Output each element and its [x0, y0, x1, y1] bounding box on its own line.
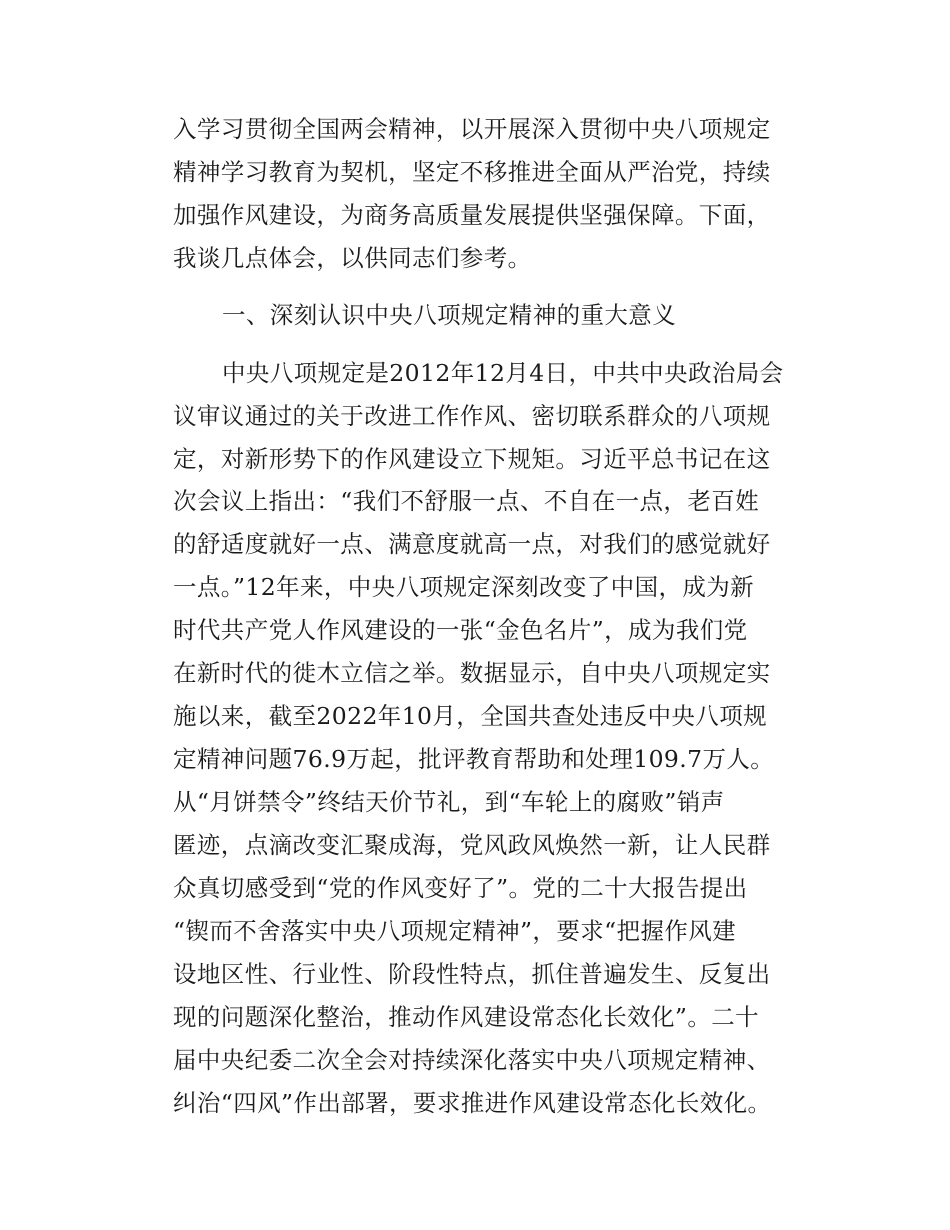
text-line: 中央八项规定是2012年12月4日，中共中央政治局会: [222, 359, 784, 387]
text-line: 定，对新形势下的作风建设立下规矩。习近平总书记在这: [173, 445, 771, 473]
text-line: 加强作风建设，为商务高质量发展提供坚强保障。下面，: [173, 201, 771, 229]
text-line: 现的问题深化整治，推动作风建设常态化长效化”。二十: [173, 1003, 760, 1031]
text-line: 次会议上指出：“我们不舒服一点、不自在一点，老百姓: [173, 487, 760, 515]
text-line: 设地区性、行业性、阶段性特点，抓住普遍发生、反复出: [173, 960, 771, 988]
text-line: 精神学习教育为契机，坚定不移推进全面从严治党，持续: [173, 158, 771, 186]
text-line: 从“月饼禁令”终结天价节礼，到“车轮上的腐败”销声: [173, 788, 725, 816]
text-line: 时代共产党人作风建设的一张“金色名片”，成为我们党: [173, 616, 748, 644]
text-line: 纠治“四风”作出部署，要求推进作风建设常态化长效化。: [173, 1089, 772, 1117]
text-line: “锲而不舍落实中央八项规定精神”，要求“把握作风建: [173, 917, 737, 945]
text-line: 我谈几点体会，以供同志们参考。: [173, 244, 532, 272]
text-line: 的舒适度就好一点、满意度就高一点，对我们的感觉就好: [173, 530, 771, 558]
text-line: 一点。”12年来，中央八项规定深刻改变了中国，成为新: [173, 573, 755, 601]
text-line: 届中央纪委二次全会对持续深化落实中央八项规定精神、: [173, 1046, 771, 1074]
text-line: 入学习贯彻全国两会精神，以开展深入贯彻中央八项规定: [173, 115, 771, 143]
text-line: 匿迹，点滴改变汇聚成海，党风政风焕然一新，让人民群: [173, 831, 771, 859]
section-heading: 一、深刻认识中央八项规定精神的重大意义: [222, 301, 677, 329]
text-line: 施以来，截至2022年10月，全国共查处违反中央八项规: [173, 702, 768, 730]
text-line: 议审议通过的关于改进工作作风、密切联系群众的八项规: [173, 402, 771, 430]
text-line: 众真切感受到“党的作风变好了”。党的二十大报告提出: [173, 874, 748, 902]
text-line: 定精神问题76.9万起，批评教育帮助和处理109.7万人。: [173, 745, 775, 773]
text-line: 在新时代的徙木立信之举。数据显示，自中央八项规定实: [173, 659, 771, 687]
